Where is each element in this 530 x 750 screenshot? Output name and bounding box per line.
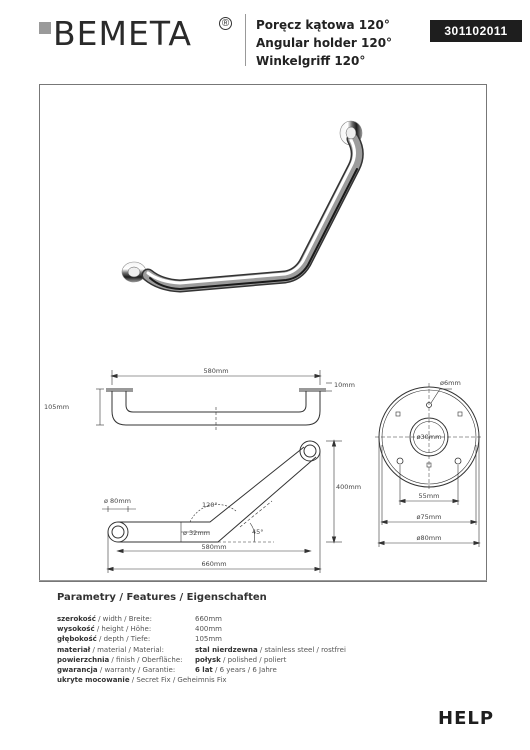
title-german: Winkelgriff 120°: [256, 54, 366, 68]
registered-mark: ®: [219, 17, 232, 30]
param-label: ukryte mocowanie / Secret Fix / Geheimnis Fix: [57, 676, 227, 685]
product-photo: [122, 121, 362, 289]
logo-square: [39, 22, 51, 34]
front-flange-label: 10mm: [334, 381, 355, 389]
param-value: połysk / polished / poliert: [195, 655, 287, 664]
technical-drawing: [40, 85, 488, 583]
param-row-finish: [57, 655, 477, 665]
rosette-hole-label: ø6mm: [440, 379, 461, 387]
param-label: powierzchnia / finish / Oberfläche:: [57, 655, 183, 664]
technical-drawing-frame: [39, 84, 487, 582]
product-code: 301102011: [430, 20, 522, 42]
rosette-center-label: ø30mm: [416, 433, 442, 441]
param-row-warranty: [57, 665, 477, 675]
param-value: 400mm: [195, 625, 222, 634]
param-value: stal nierdzewna / stainless steel / rostfrei: [195, 645, 346, 654]
param-row-material: [57, 645, 477, 655]
param-label: gwarancja / warranty / Garantie:: [57, 665, 176, 674]
param-value: 6 lat / 6 years / 6 Jahre: [195, 665, 277, 674]
rosette-55-label: 55mm: [418, 492, 440, 500]
slope-angle-label: 45°: [252, 528, 264, 536]
param-label: wysokość / height / Höhe:: [57, 625, 152, 634]
rosette-75-label: ø75mm: [416, 513, 442, 521]
brand-logo: BEMETA: [53, 14, 192, 53]
title-polish: Poręcz kątowa 120°: [256, 18, 390, 32]
product-titles: [256, 16, 392, 70]
angled-tube-dia-label: ø 32mm: [183, 529, 210, 537]
param-label: głębokość / depth / Tiefe:: [57, 635, 151, 644]
param-label: szerokość / width / Breite:: [57, 615, 152, 623]
param-value: 660mm: [195, 615, 222, 623]
header-divider: [245, 14, 246, 66]
angled-view: [102, 441, 342, 573]
param-value: 105mm: [195, 635, 222, 644]
param-row-secret-fix: [57, 675, 477, 685]
title-english: Angular holder 120°: [256, 36, 393, 50]
param-row-width: [57, 614, 477, 624]
front-height-label: 105mm: [44, 403, 70, 411]
param-row-height: [57, 624, 477, 634]
front-width-label: 580mm: [203, 367, 229, 375]
rosette-view: [375, 383, 483, 547]
param-label: materiał / material / Material:: [57, 645, 164, 654]
angled-width-label: 580mm: [201, 543, 227, 551]
overall-width-label: 660mm: [201, 560, 227, 568]
params-table: [57, 614, 477, 685]
params-title: Parametry / Features / Eigenschaften: [57, 592, 267, 603]
param-row-depth: [57, 634, 477, 644]
angled-height-label: 400mm: [336, 483, 362, 491]
angled-angle-label: 120°: [202, 501, 218, 509]
rosette-80-label: ø80mm: [416, 534, 442, 542]
section-divider: [39, 580, 487, 581]
front-view: [96, 370, 332, 430]
header: [0, 0, 530, 72]
angled-flange-dia-label: ø 80mm: [104, 497, 131, 505]
collection-name: HELP: [438, 708, 495, 729]
